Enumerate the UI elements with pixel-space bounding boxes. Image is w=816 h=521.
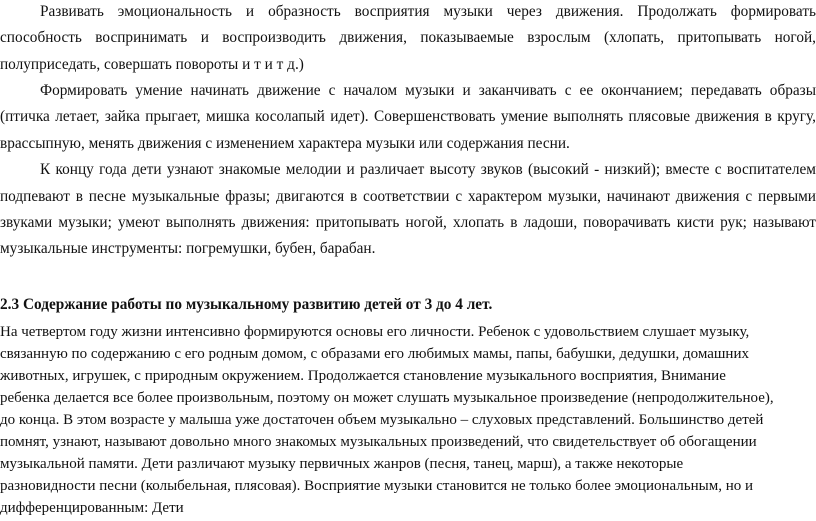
paragraph-1-line-3: полуприседать, совершать повороты и т и т д.) xyxy=(0,56,304,73)
paragraph-2-line-2: (птичка летает, зайка прыгает, мишка косолапый идет). Совершенствовать умение выполнять плясовые движения в кругу, xyxy=(0,108,816,125)
section-line-4: ребенка делается все более произвольным, поэтому он может слушать музыкальное произведение (непродолжительное), xyxy=(0,390,774,406)
paragraph-2-line-3: врассыпную, менять движения с изменением характера музыки или содержания песни. xyxy=(0,135,570,152)
section-line-7: музыкальной памяти. Дети различают музыку первичных жанров (песня, танец, марш), а также некоторые xyxy=(0,456,684,472)
section-heading: 2.3 Содержание работы по музыкальному развитию детей от 3 до 4 лет. xyxy=(0,296,493,313)
paragraph-1-line-2: способность воспринимать и воспроизводить движения, показываемые взрослым (хлопать, притопывать ногой, xyxy=(0,29,816,46)
section-line-3: животных, игрушек, с природным окружением. Продолжается становление музыкального восприятия, Внимание xyxy=(0,368,726,384)
section-line-8: разновидности песни (колыбельная, плясовая). Восприятие музыки становится не только более эмоциональным, но и xyxy=(0,478,754,494)
section-line-5: до конца. В этом возрасте у малыша уже достаточен объем музыкально – слуховых представлений. Большинство детей xyxy=(0,412,764,428)
section-line-2: связанную по содержанию с его родным домом, с образами его любимых мамы, папы, бабушки, дедушки, домашних xyxy=(0,346,749,362)
section-line-9: дифференцированным: Дети xyxy=(0,500,184,516)
paragraph-3-line-3: звуками музыки; умеют выполнять движения: притопывать ногой, хлопать в ладоши, поворачивать кисти рук; называют xyxy=(0,214,816,231)
paragraph-2-line-1: Формировать умение начинать движение с началом музыки и заканчивать с ее окончанием; передавать образы xyxy=(40,82,816,99)
paragraph-3-line-4: музыкальные инструменты: погремушки, бубен, барабан. xyxy=(0,240,376,257)
section-line-6: помнят, узнают, называют довольно много знакомых музыкальных произведений, что свидетельствует об обогащении xyxy=(0,434,757,450)
paragraph-1-line-1: Развивать эмоциональность и образность восприятия музыки через движения. Продолжать формировать xyxy=(40,3,816,20)
paragraph-3-line-1: К концу года дети узнают знакомые мелодии и различает высоту звуков (высокий - низкий); вместе с воспитателем xyxy=(40,161,816,178)
paragraph-3-line-2: подпевают в песне музыкальные фразы; двигаются в соответствии с характером музыки, начинают движения с первыми xyxy=(0,188,816,205)
section-line-1: На четвертом году жизни интенсивно формируются основы его личности. Ребенок с удовольствием слушает музыку, xyxy=(0,324,750,340)
